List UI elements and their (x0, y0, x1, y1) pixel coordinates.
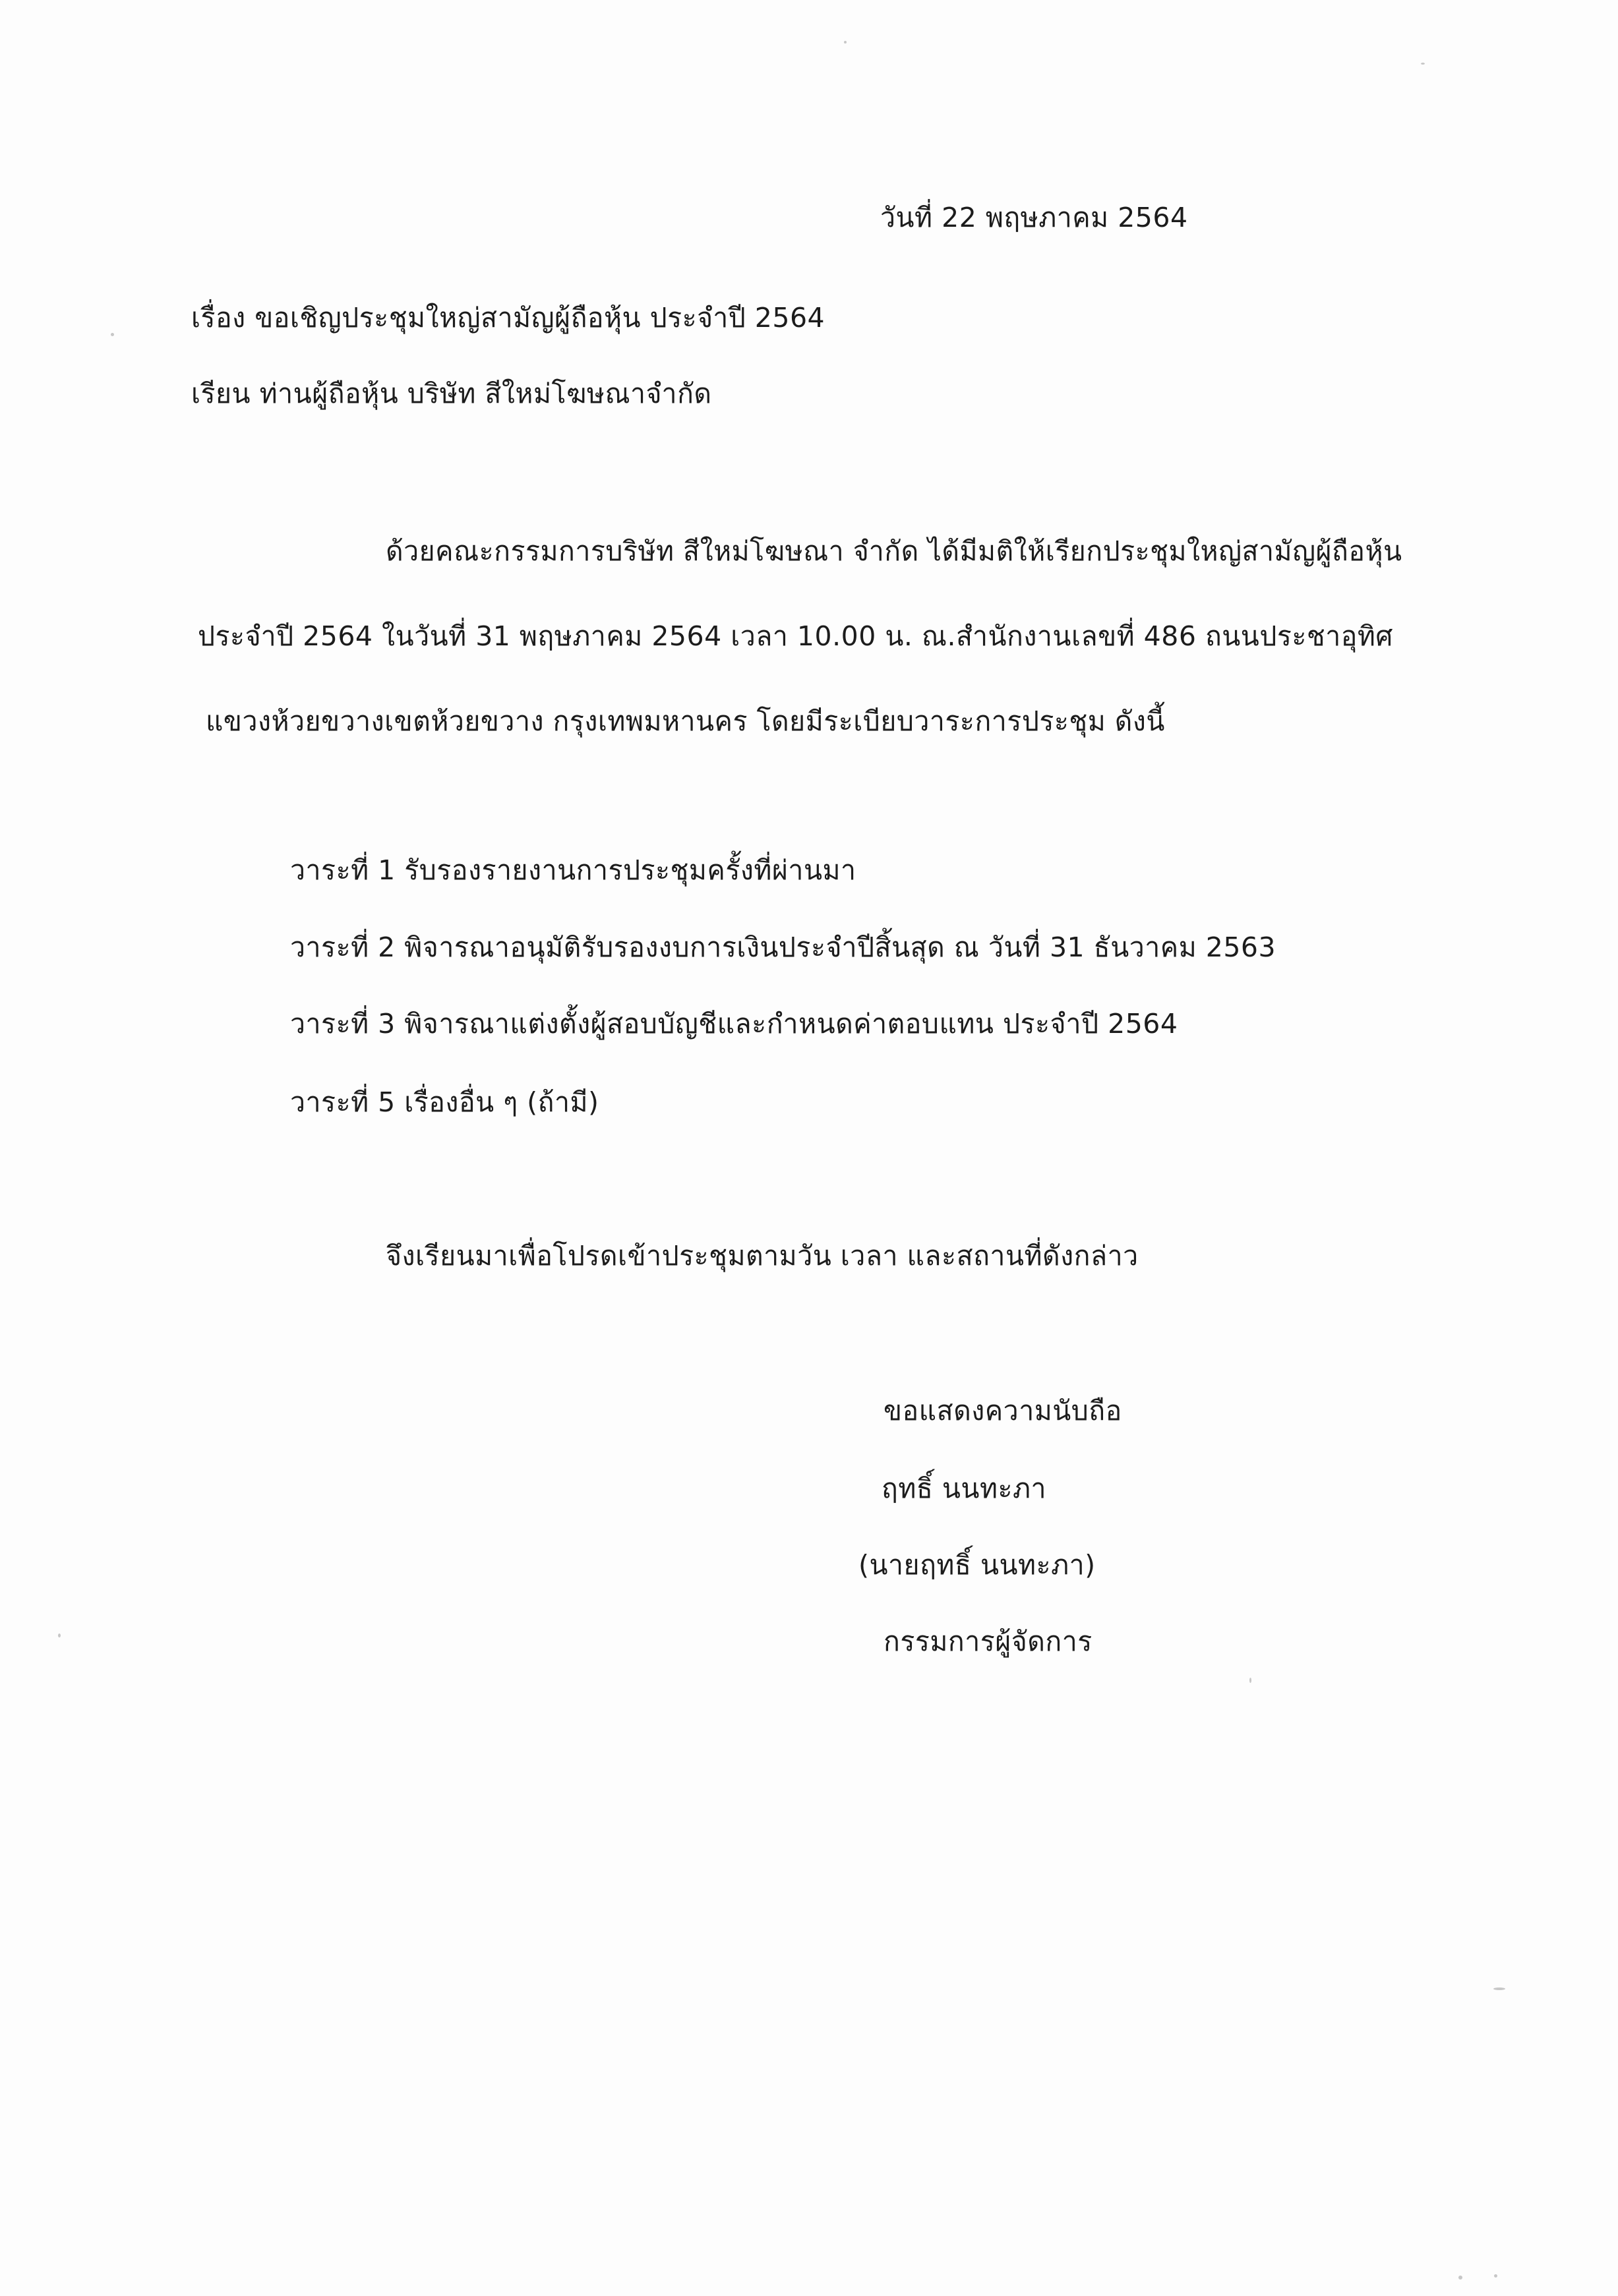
signature-position: กรรมการผู้จัดการ (884, 1626, 1093, 1657)
scan-speck (58, 1634, 61, 1637)
scan-speck (1421, 63, 1425, 65)
signature-salutation: ขอแสดงความนับถือ (884, 1395, 1122, 1427)
letter-recipient: เรียน ท่านผู้ถือหุ้น บริษัท สีใหม่โฆษณาจำกัด (191, 378, 712, 409)
letter-subject: เรื่อง ขอเชิญประชุมใหญ่สามัญผู้ถือหุ้น ประจำปี 2564 (191, 302, 825, 334)
closing-sentence: จึงเรียนมาเพื่อโปรดเข้าประชุมตามวัน เวลา และสถานที่ดังกล่าว (386, 1240, 1139, 1272)
signature-printed-name: (นายฤทธิ์ นนทะภา) (858, 1549, 1096, 1581)
signature-name: ฤทธิ์ นนทะภา (882, 1473, 1047, 1504)
agenda-item: วาระที่ 3 พิจารณาแต่งตั้งผู้สอบบัญชีและกำหนดค่าตอบแทน ประจำปี 2564 (290, 1008, 1178, 1040)
agenda-item: วาระที่ 2 พิจารณาอนุมัติรับรองงบการเงินประจำปีสิ้นสุด ณ วันที่ 31 ธันวาคม 2563 (290, 931, 1276, 963)
letter-date: วันที่ 22 พฤษภาคม 2564 (880, 202, 1188, 233)
scan-speck (1493, 1987, 1505, 1990)
body-paragraph-line: แขวงห้วยขวางเขตห้วยขวาง กรุงเทพมหานคร โดยมีระเบียบวาระการประชุม ดังนี้ (206, 705, 1165, 737)
body-paragraph-line: ด้วยคณะกรรมการบริษัท สีใหม่โฆษณา จำกัด ได้มีมติให้เรียกประชุมใหญ่สามัญผู้ถือหุ้น (386, 535, 1402, 567)
body-paragraph-line: ประจำปี 2564 ในวันที่ 31 พฤษภาคม 2564 เวลา 10.00 น. ณ.สำนักงานเลขที่ 486 ถนนประชาอุทิศ (198, 620, 1393, 652)
scan-speck (111, 333, 114, 336)
agenda-item: วาระที่ 5 เรื่องอื่น ๆ (ถ้ามี) (290, 1086, 599, 1118)
agenda-item: วาระที่ 1 รับรองรายงานการประชุมครั้งที่ผ่านมา (290, 854, 856, 886)
scan-speck (1249, 1678, 1251, 1683)
scan-speck (1494, 2274, 1497, 2278)
scan-speck (1458, 2276, 1462, 2280)
scan-speck (844, 41, 847, 44)
